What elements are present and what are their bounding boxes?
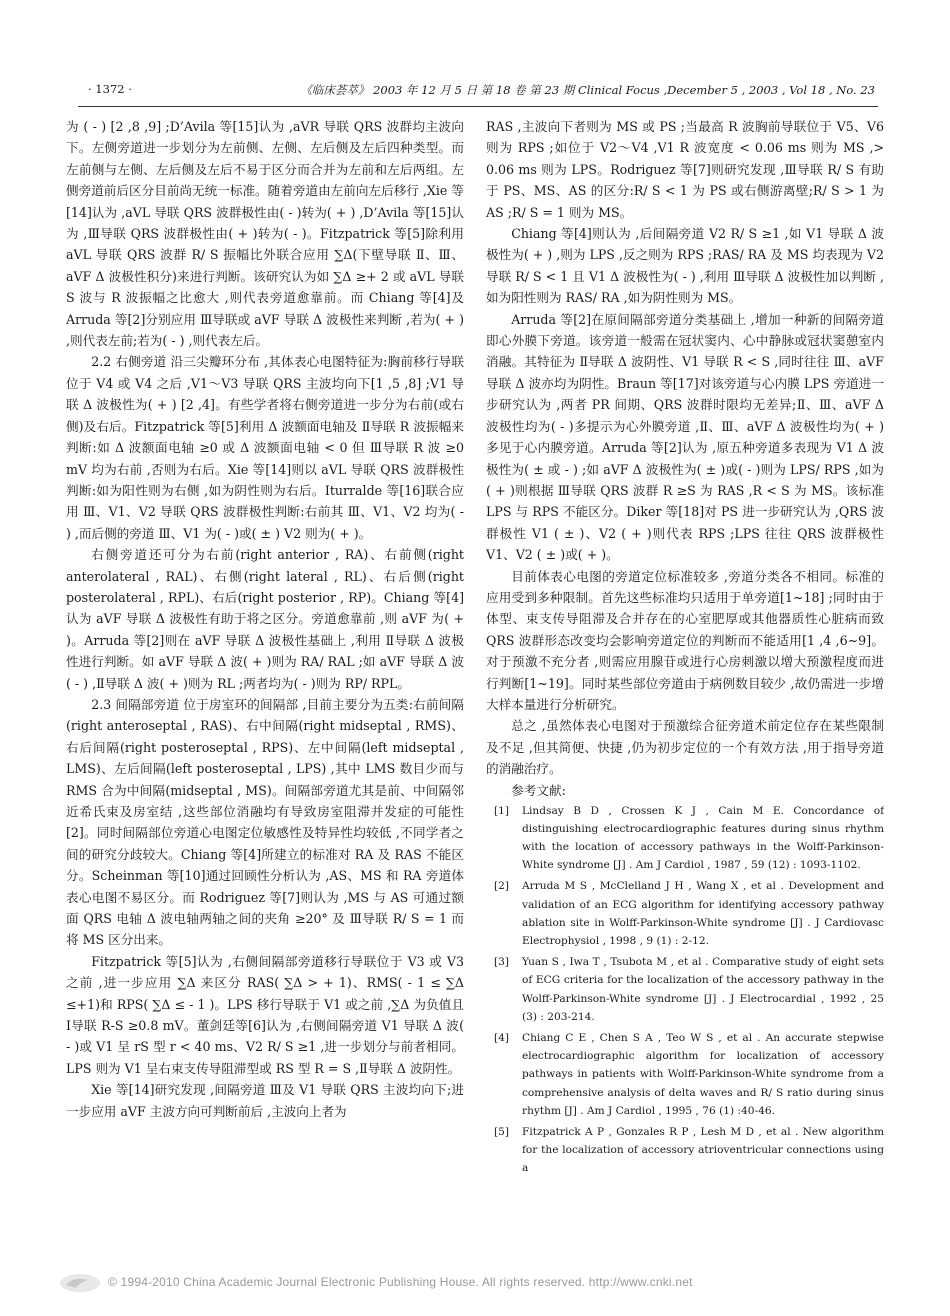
right-column bbox=[486, 116, 884, 1251]
running-head: 《临床荟萃》 2003 年 12 月 5 日 第 18 卷 第 23 期 Clinical Focus ,December 5 , 2003 , Vol 18 , No. 23 bbox=[300, 83, 875, 97]
page-number: · 1372 · bbox=[88, 82, 132, 96]
section-paragraph: 2.3 间隔部旁道 位于房室环的间隔部 ,目前主要分为五类:右前间隔(right anteroseptal , RAS)、右中间隔(right midseptal , RMS)、右后间隔(right posteroseptal , RPS)、左中间隔(left midseptal , LMS)、左后间隔(left posteroseptal , LPS) ,其中 LMS 数目少而与 RMS 合为中间隔(midseptal , MS)。间隔部旁道尤其是前、中间隔邻近希氏束及房室结 ,这些部位消融均有导致房室阻滞并发症的可能性[2]。同时间隔部位旁道心电图定位敏感性及特异性均较低 ,不同学者之间的研究分歧较大。Chiang 等[4]所建立的标准对 RA 及 RAS 不能区分。Scheinman 等[10]通过回顾性分析认为 ,AS、MS 和 RA 旁道体表心电图不易区分。而 Rodriguez 等[7]则认为 ,MS 与 AS 可通过额面 QRS 电轴 Δ 波电轴两轴之间的夹角 ≥20° 及 Ⅲ导联 R/ S = 1 而将 MS 区分出来。 bbox=[66, 696, 464, 948]
body-paragraph: 总之 ,虽然体表心电图对于预激综合征旁道术前定位存在某些限制及不足 ,但其简便、快捷 ,仍为初步定位的一个有效方法 ,用于指导旁道的消融治疗。 bbox=[486, 718, 884, 777]
body-paragraph: 右侧旁道还可分为右前(right anterior , RA)、右前侧(right anterolateral , RAL)、右侧(right lateral , RL)、右后侧(right posterolateral , RPL)、右后(right posterior , RP)。Chiang 等[4]认为 aVF 导联 Δ 波极性有助于将之区分。旁道愈靠前 ,则 aVF 为( + )。Arruda 等[2]则在 aVF 导联 Δ 波极性基础上 ,利用 Ⅱ导联 Δ 波极性进行判断。如 aVF 导联 Δ 波( + )则为 RA/ RAL ;如 aVF 导联 Δ 波( - ) ,Ⅱ导联 Δ 波( + )则为 RL ;两者均为( - )则为 RP/ RPL。 bbox=[66, 547, 464, 691]
reference-item bbox=[486, 953, 884, 1026]
reference-item bbox=[486, 802, 884, 875]
references-list bbox=[486, 802, 884, 1178]
body-paragraph: 为 ( - ) [2 ,8 ,9] ;D’Avila 等[15]认为 ,aVR 导联 QRS 波群均主波向下。左侧旁道进一步划分为左前侧、左侧、左后侧及左后四种类型。而左前侧与左侧、左后侧及左后不易于区分而合并为左前和左后两组。左侧旁道前后区分目前尚无统一标准。随着旁道由左前向左后移行 ,Xie 等[14]认为 ,aVL 导联 QRS 波群极性由( - )转为( + ) ,D’Avila 等[15]认为 ,Ⅲ导联 QRS 波群极性由( + )转为( - )。Fitzpatrick 等[5]除利用 aVL 导联 QRS 波群 R/ S 振幅比外联合应用 ∑Δ(下壁导联 Ⅱ、Ⅲ、aVF Δ 波极性积分)来进行判断。该研究认为如 ∑Δ ≥+ 2 或 aVL 导联 S 波与 R 波振幅之比愈大 ,则代表旁道愈靠前。而 Chiang 等[4]及 Arruda 等[2]分别应用 Ⅲ导联或 aVF 导联 Δ 波极性来判断 ,若为( + ) ,则代表左前;若为( - ) ,则代表左后。 bbox=[66, 119, 464, 349]
left-column bbox=[66, 116, 464, 1251]
body-paragraph: 目前体表心电图的旁道定位标准较多 ,旁道分类各不相同。标准的应用受到多种限制。首先这些标准均只适用于单旁道[1~18] ;同时由于体型、束支传导阻滞及合并存在的心室肥厚或其他器质性心脏病而致 QRS 波群形态改变均会影响旁道定位的判断而不能适用[1 ,4 ,6~9]。对于预激不充分者 ,则需应用腺苷或进行心房刺激以增大预激程度而进行判断[1~19]。同时某些部位旁道由于病例数目较少 ,故仍需进一步增大样本量进行分析研究。 bbox=[486, 568, 884, 712]
page-footer bbox=[58, 1272, 888, 1296]
page-header bbox=[88, 82, 875, 104]
copyright-notice: © 1994-2010 China Academic Journal Electronic Publishing House. All rights reserved. http://www.cnki.net bbox=[108, 1275, 693, 1289]
body-paragraph: Chiang 等[4]则认为 ,后间隔旁道 V2 R/ S ≥1 ,如 V1 导联 Δ 波极性为( + ) ,则为 LPS ,反之则为 RPS ;RAS/ RA 及 MS 均表现为 V2 导联 R/ S < 1 且 V1 Δ 波极性为( - ) ,利用 Ⅲ导联 Δ 波极性加以判断 ,如为阳性则为 RAS/ RA ,如为阴性则为 MS。 bbox=[486, 226, 884, 306]
body-paragraph: Arruda 等[2]在原间隔部旁道分类基础上 ,增加一种新的间隔旁道即心外膜下旁道。该旁道一般需在冠状窦内、心中静脉或冠状窦憩室内消融。其特征为 Ⅱ导联 Δ 波阴性、V1 导联 R < S ,同时往往 Ⅲ、aVF 导联 Δ 波亦均为阴性。Braun 等[17]对该旁道与心内膜 LPS 旁道进一步研究认为 ,两者 PR 间期、QRS 波群时限均无差异;Ⅱ、Ⅲ、aVF Δ 波极性均为( - )多提示为心外膜旁道 ,Ⅱ、Ⅲ、aVF Δ 波极性均为( + )多见于心内膜旁道。Arruda 等[2]认为 ,原五种旁道多表现为 V1 Δ 波极性为( ± 或 - ) ;如 aVF Δ 波极性为( ± )或( - )则为 LPS/ RPS ,如为( + )则根据 Ⅲ导联 QRS 波群 R ≥S 为 RAS ,R < S 为 MS。该标准 LPS 与 RPS 不能区分。Diker 等[18]对 PS 进一步研究认为 ,QRS 波群极性 V1 ( ± )、V2 ( + )则代表 RPS ;LPS 往往 QRS 波群极性 V1、V2 ( ± )或( + )。 bbox=[486, 311, 884, 563]
reference-text: Fitzpatrick A P , Gonzales R P , Lesh M D , et al . New algorithm for the localization of accessory atrioventricular connections using a bbox=[522, 1126, 884, 1175]
reference-number: [1] bbox=[494, 804, 510, 817]
publisher-logo-icon bbox=[58, 1272, 102, 1294]
header-rule bbox=[78, 106, 878, 107]
reference-item bbox=[486, 1029, 884, 1120]
reference-text: Arruda M S , McClelland J H , Wang X , et al . Development and validation of an ECG algorithm for identifying accessory pathway ablation site in Wolff-Parkinson-White syndrome [J] . J Cardiovasc Electrophysiol , 1998 , 9 (1) : 2-12. bbox=[522, 880, 884, 948]
section-paragraph: 2.2 右侧旁道 沿三尖瓣环分布 ,其体表心电图特征为:胸前移行导联位于 V4 或 V4 之后 ,V1～V3 导联 QRS 主波均向下[1 ,5 ,8] ;V1 导联 Δ 波极性为( + ) [2 ,4]。有些学者将右侧旁道进一步分为右前(或右侧)及右后。Fitzpatrick 等[5]利用 Δ 波额面电轴及 Ⅱ导联 R 波振幅来判断:如 Δ 波额面电轴 ≥0 或 Δ 波额面电轴 < 0 但 Ⅲ导联 R 波 ≥0 mV 均为右前 ,否则为右后。Xie 等[14]则以 aVL 导联 QRS 波群极性判断:如为阳性则为右侧 ,如为阴性则为右后。Iturralde 等[16]联合应用 Ⅲ、V1、V2 导联 QRS 波群极性判断:右前其 Ⅲ、V1、V2 均为( - ) ,而后侧的旁道 Ⅲ、V1 为( - )或( ± ) V2 则为( + )。 bbox=[66, 354, 464, 541]
reference-number: [3] bbox=[494, 956, 510, 969]
reference-text: Chiang C E , Chen S A , Teo W S , et al . An accurate stepwise electrocardiographic algorithm for localization of accessory pathways in patients with Wolff-Parkinson-White syndrome from a comprehensive analysis of delta waves and R/ S ratio during sinus rhythm [J] . Am J Cardiol , 1995 , 76 (1) :40-46. bbox=[522, 1032, 884, 1117]
reference-text: Yuan S , Iwa T , Tsubota M , et al . Comparative study of eight sets of ECG criteria for the localization of the accessory pathway in the Wolff-Parkinson-White syndrome [J] . J Electrocardial , 1992 , 25 (3) : 203-214. bbox=[522, 956, 884, 1023]
reference-text: Lindsay B D , Crossen K J , Cain M E. Concordance of distinguishing electrocardiographic features during sinus rhythm with the location of accessory pathways in the Wolff-Parkinson-White syndrome [J] . Am J Cardiol , 1987 , 59 (12) : 1093-1102. bbox=[522, 804, 884, 872]
body-paragraph: RAS ,主波向下者则为 MS 或 PS ;当最高 R 波胸前导联位于 V5、V6 则为 RPS ;如位于 V2～V4 ,V1 R 波宽度 < 0.06 ms 则为 MS ,> 0.06 ms 则为 LPS。Rodriguez 等[7]则研究发现 ,Ⅲ导联 R/ S 有助于 PS、MS、AS 的区分:R/ S < 1 为 PS 或右侧游离壁;R/ S > 1 为 AS ;R/ S = 1 则为 MS。 bbox=[486, 119, 884, 220]
right-column-body bbox=[486, 116, 884, 780]
reference-item bbox=[486, 1123, 884, 1178]
body-paragraph: Xie 等[14]研究发现 ,间隔旁道 Ⅲ及 V1 导联 QRS 主波均向下;进一步应用 aVF 主波方向可判断前后 ,主波向上者为 bbox=[66, 1082, 464, 1119]
references-title: 参考文献: bbox=[511, 782, 566, 798]
reference-number: [2] bbox=[494, 880, 510, 893]
body-paragraph: Fitzpatrick 等[5]认为 ,右侧间隔部旁道移行导联位于 V3 或 V3 之前 ,进一步应用 ∑Δ 来区分 RAS( ∑Δ > + 1)、RMS( - 1 ≤ ∑Δ ≤+1)和 RPS( ∑Δ ≤ - 1 )。LPS 移行导联于 V1 或之前 ,∑Δ 为负值且 Ⅰ导联 R-S ≥0.8 mV。董剑廷等[6]认为 ,右侧间隔旁道 V1 导联 Δ 波( - )或 V1 呈 rS 型 r < 40 ms、V2 R/ S ≥1 ,进一步划分与前者相同。LPS 则为 V1 呈右束支传导阻滞型或 RS 型 R = S ,Ⅱ导联 Δ 波阴性。 bbox=[66, 953, 464, 1076]
reference-item bbox=[486, 877, 884, 950]
reference-number: [5] bbox=[494, 1126, 510, 1139]
reference-number: [4] bbox=[494, 1032, 510, 1045]
